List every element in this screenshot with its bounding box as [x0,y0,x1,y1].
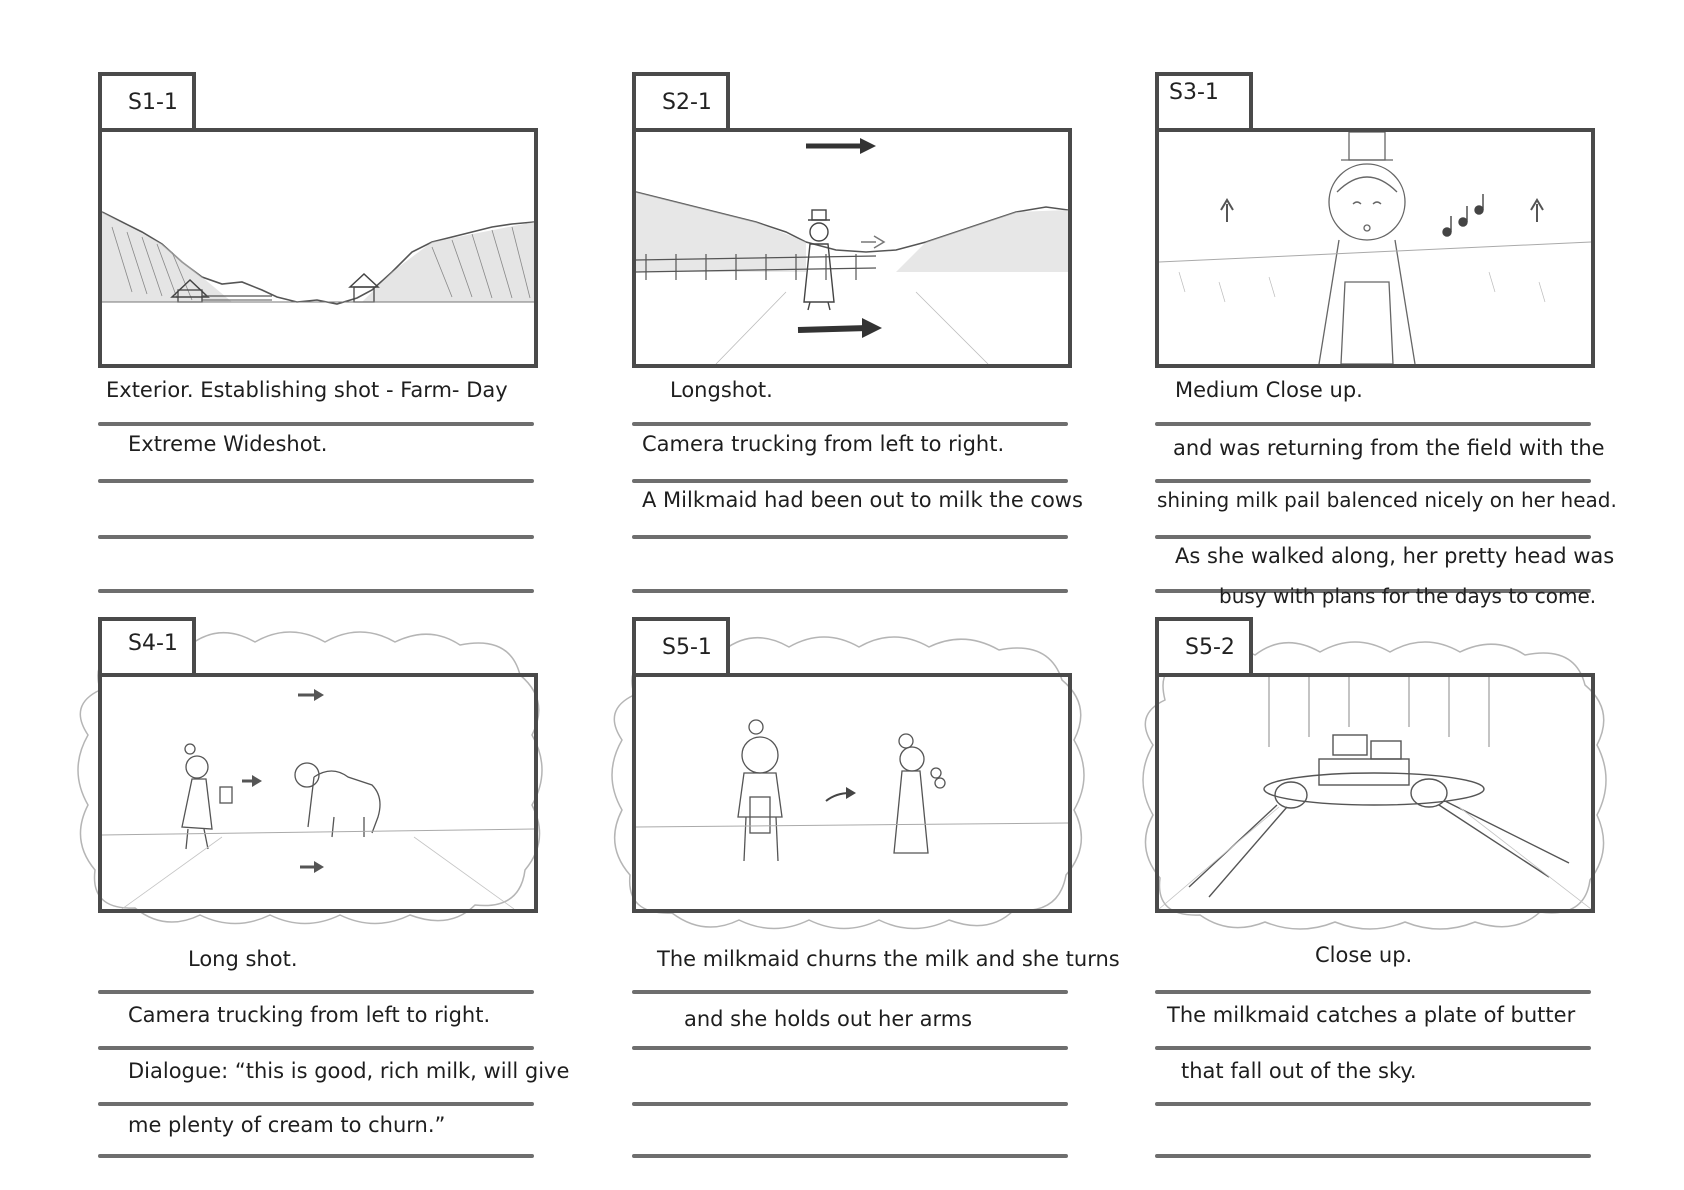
panel-s5-2 [1155,617,1595,1127]
caption: A Milkmaid had been out to milk the cows [642,488,1083,512]
caption-line [98,990,534,994]
milkmaid-longshot-sketch [636,132,1068,364]
caption: and was returning from the field with the [1173,436,1605,460]
caption-line [1155,479,1591,483]
panel-label: S5-1 [662,635,712,660]
panel-label-tab [98,72,196,128]
panel-s2-1 [632,72,1083,582]
caption: that fall out of the sky. [1181,1059,1417,1083]
panel-label-tab [632,72,730,128]
caption-line [1155,1102,1591,1106]
panel-s4-1 [98,617,570,1137]
caption-line [632,1154,1068,1158]
panel-frame [1155,673,1595,913]
panel-label-tab [1155,617,1253,673]
caption: Close up. [1315,943,1413,967]
panel-label-tab [632,617,730,673]
caption-line [632,479,1068,483]
caption-line [1155,1046,1591,1050]
panel-label: S3-1 [1169,80,1219,105]
caption: Medium Close up. [1175,378,1363,402]
caption: busy with plans for the days to come. [1219,584,1597,608]
caption: Exterior. Establishing shot - Farm- Day [106,378,508,402]
milkmaid-and-cow-sketch [102,677,534,909]
caption: Camera trucking from left to right. [128,1003,491,1027]
caption: Longshot. [670,378,773,402]
caption-line [632,1102,1068,1106]
caption-line [632,589,1068,593]
panel-frame [632,673,1072,913]
panel-s3-1 [1155,72,1675,608]
panel-label: S1-1 [128,90,178,115]
caption-line [632,535,1068,539]
caption: The milkmaid churns the milk and she turns [657,947,1120,971]
caption-line [632,1046,1068,1050]
caption-line [98,1046,534,1050]
panel-label-tab [1155,72,1253,128]
caption-line [632,990,1068,994]
panel-frame [98,673,538,913]
farm-landscape-sketch [102,132,534,364]
caption-line [98,589,534,593]
milkmaid-churning-sketch [636,677,1068,909]
panel-s5-1 [632,617,1120,1127]
caption-line [98,535,534,539]
caption-line [632,422,1068,426]
panel-label: S4-1 [128,631,178,656]
panel-label-tab [98,617,196,673]
caption-line [1155,990,1591,994]
caption-line [98,479,534,483]
caption: me plenty of cream to churn.” [128,1113,446,1137]
caption-line [1155,422,1591,426]
caption-line [98,422,534,426]
caption: The milkmaid catches a plate of butter [1167,1003,1576,1027]
milkmaid-closeup-sketch [1159,132,1591,364]
panel-frame [1155,128,1595,368]
panel-frame [98,128,538,368]
butter-closeup-sketch [1159,677,1591,909]
caption-line [98,1102,534,1106]
caption-line [1155,535,1591,539]
caption: Dialogue: “this is good, rich milk, will give [128,1059,570,1083]
panel-frame [632,128,1072,368]
caption: and she holds out her arms [684,1007,973,1031]
caption: Camera trucking from left to right. [642,432,1005,456]
caption: Extreme Wideshot. [128,432,328,456]
caption-line [1155,1154,1591,1158]
caption: shining milk pail balenced nicely on her head. [1157,488,1617,512]
caption: Long shot. [188,947,298,971]
panel-label: S5-2 [1185,635,1235,660]
caption-line [98,1154,534,1158]
panel-label: S2-1 [662,90,712,115]
caption: As she walked along, her pretty head was [1175,544,1615,568]
panel-s1-1 [98,72,538,582]
